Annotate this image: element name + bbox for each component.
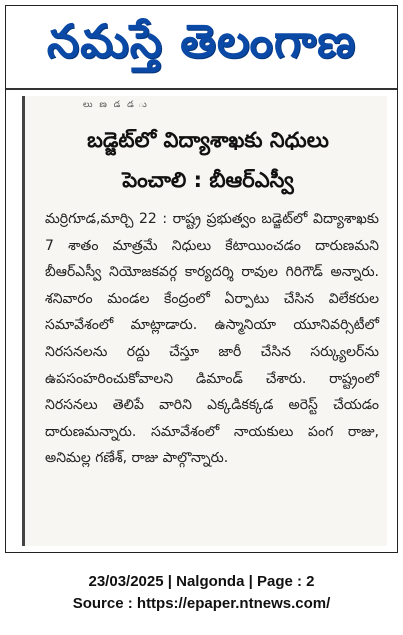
edition-meta: 23/03/2025 | Nalgonda | Page : 2 — [88, 573, 315, 590]
masthead-divider — [6, 88, 397, 90]
headline-line-2: పెంచాలి : బీఆర్‌ఎస్వీ — [122, 168, 294, 192]
clipping-frame — [5, 5, 398, 553]
article-headline — [33, 120, 383, 200]
headline-line-1: బడ్జెట్‌లో విద్యాశాఖకు నిధులు — [87, 128, 329, 152]
cut-off-text: లు ణ డ డ ు — [83, 100, 149, 110]
article-body: మర్రిగూడ,మార్చి 22 : రాష్ట్ర ప్రభుత్వం బడ్జెట్‌లో విద్యాశాఖకు 7 శాతం మాత్రమే నిధులు కేటాయించడం దారుణమని బీఆర్‌ఎస్వీ నియోజకవర్గ కార్యదర్శి రావుల గిరిగౌడ్ అన్నారు. శనివారం మండల కేంద్రంలో ఏర్పాటు చేసిన విలేకరుల సమావేశంలో మాట్లాడారు. ఉస్మానియా యూనివర్సిటీలో నిరసనలను రద్దు చేస్తూ జారీ చేసిన సర్క్యులర్‌ను ఉపసంహరించుకోవాలని డిమాండ్ చేశారు. రాష్ట్రంలో నిరసనలు తెలిపే వారిని ఎక్కడికక్కడ అరెస్ట్ చేయడం దారుణమన్నారు. సమావేశంలో నాయకులు పంగ రాజు, అనిమల్ల గణేశ్, రాజు పాల్గొన్నారు. — [45, 211, 379, 467]
article-clipping — [22, 96, 387, 546]
source-link[interactable]: Source : https://epaper.ntnews.com/ — [72, 595, 331, 612]
newspaper-masthead: నమస్తే తెలంగాణ — [46, 14, 357, 68]
page-footer — [0, 571, 403, 615]
